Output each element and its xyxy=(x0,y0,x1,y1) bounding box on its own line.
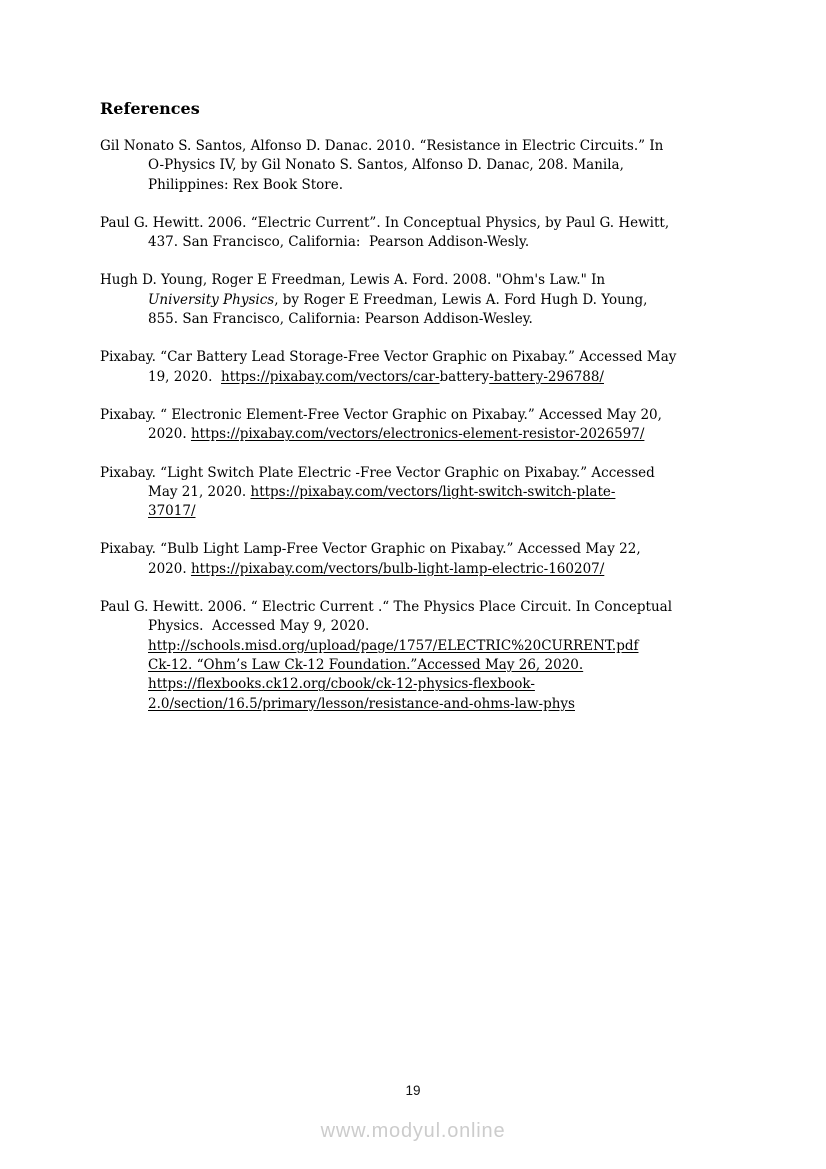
text-segment: , by Roger E Freedman, Lewis A. Ford Hugh D. Young, xyxy=(274,291,648,308)
reference-entry xyxy=(100,348,740,387)
text-segment: 855. San Francisco, California: Pearson Addison-Wesley. xyxy=(148,311,533,328)
page-number: 19 xyxy=(405,1083,421,1098)
reference-line xyxy=(100,425,740,444)
hyperlink[interactable]: https://flexbooks.ck12.org/cbook/ck-12-physics-flexbook- xyxy=(148,676,535,693)
references-heading: References xyxy=(100,99,200,118)
hyperlink[interactable]: https://pixabay.com/vectors/light-switch-switch-plate- xyxy=(250,483,616,500)
document-page-content xyxy=(100,98,740,733)
reference-line xyxy=(100,368,740,387)
reference-entry xyxy=(100,271,740,329)
text-segment: 2020. xyxy=(148,560,191,577)
reference-line xyxy=(100,291,740,310)
text-segment: Paul G. Hewitt. 2006. “ Electric Current .“ The Physics Place Circuit. In Conceptual xyxy=(100,599,673,616)
hyperlink[interactable]: 37017/ xyxy=(148,503,196,520)
hyperlink[interactable]: 2.0/section/16.5/primary/lesson/resistance-and-ohms-law-phys xyxy=(148,695,575,712)
text-segment: University Physics xyxy=(148,291,275,308)
reference-line xyxy=(100,483,740,502)
text-segment: 437. San Francisco, California: Pearson Addison-Wesly. xyxy=(148,234,530,251)
reference-line xyxy=(100,156,740,175)
text-segment: Pixabay. “Car Battery Lead Storage-Free Vector Graphic on Pixabay.” Accessed May xyxy=(100,349,677,366)
reference-line xyxy=(100,675,740,694)
reference-line xyxy=(100,310,740,329)
text-segment: 2020. xyxy=(148,426,191,443)
reference-line xyxy=(100,502,740,521)
text-segment: battery xyxy=(439,368,490,385)
reference-entry xyxy=(100,598,740,714)
text-segment: Gil Nonato S. Santos, Alfonso D. Danac. 2010. “Resistance in Electric Circuits.” In xyxy=(100,138,664,154)
underlined-text: Ck-12. “Ohm’s Law Ck-12 Foundation.”Accessed May 26, 2020. xyxy=(148,656,584,673)
hyperlink[interactable]: -battery-296788/ xyxy=(489,368,604,385)
text-segment: O-Physics IV, by Gil Nonato S. Santos, Alfonso D. Danac, 208. Manila, xyxy=(148,157,624,174)
reference-line xyxy=(100,137,740,156)
reference-line xyxy=(100,617,740,636)
reference-entry xyxy=(100,214,740,253)
text-segment: Paul G. Hewitt. 2006. “Electric Current”. In Conceptual Physics, by Paul G. Hewitt, xyxy=(100,214,670,231)
reference-line xyxy=(100,214,740,233)
reference-entry xyxy=(100,540,740,579)
reference-entry xyxy=(100,406,740,445)
text-segment: 19, 2020. xyxy=(148,368,221,385)
reference-entry xyxy=(100,464,740,522)
hyperlink[interactable]: https://pixabay.com/vectors/bulb-light-lamp-electric-160207/ xyxy=(190,560,605,577)
reference-line xyxy=(100,348,740,367)
reference-line xyxy=(100,406,740,425)
reference-line xyxy=(100,176,740,195)
reference-line xyxy=(100,598,740,617)
hyperlink[interactable]: https://pixabay.com/vectors/electronics-element-resistor-2026597/ xyxy=(190,426,645,443)
text-segment: Philippines: Rex Book Store. xyxy=(148,176,344,193)
reference-line xyxy=(100,695,740,714)
reference-entry xyxy=(100,137,740,195)
text-segment: Pixabay. “Light Switch Plate Electric -Free Vector Graphic on Pixabay.” Accessed xyxy=(100,464,655,481)
watermark-text: www.modyul.online xyxy=(320,1120,506,1142)
hyperlink[interactable]: https://pixabay.com/vectors/car- xyxy=(221,368,440,385)
text-segment: Pixabay. “Bulb Light Lamp-Free Vector Graphic on Pixabay.” Accessed May 22, xyxy=(100,541,641,558)
reference-line xyxy=(100,233,740,252)
text-segment: Hugh D. Young, Roger E Freedman, Lewis A. Ford. 2008. "Ohm's Law." In xyxy=(100,272,606,289)
text-segment: May 21, 2020. xyxy=(148,483,251,500)
hyperlink[interactable]: http://schools.misd.org/upload/page/1757/ELECTRIC%20CURRENT.pdf xyxy=(148,637,639,654)
text-segment: Pixabay. “ Electronic Element-Free Vector Graphic on Pixabay.” Accessed May 20, xyxy=(100,406,662,423)
reference-line xyxy=(100,271,740,290)
reference-line xyxy=(100,464,740,483)
reference-line xyxy=(100,540,740,559)
reference-line xyxy=(100,637,740,656)
reference-line xyxy=(100,560,740,579)
reference-line xyxy=(100,656,740,675)
references-list xyxy=(100,137,740,714)
text-segment: Physics. Accessed May 9, 2020. xyxy=(148,618,370,635)
